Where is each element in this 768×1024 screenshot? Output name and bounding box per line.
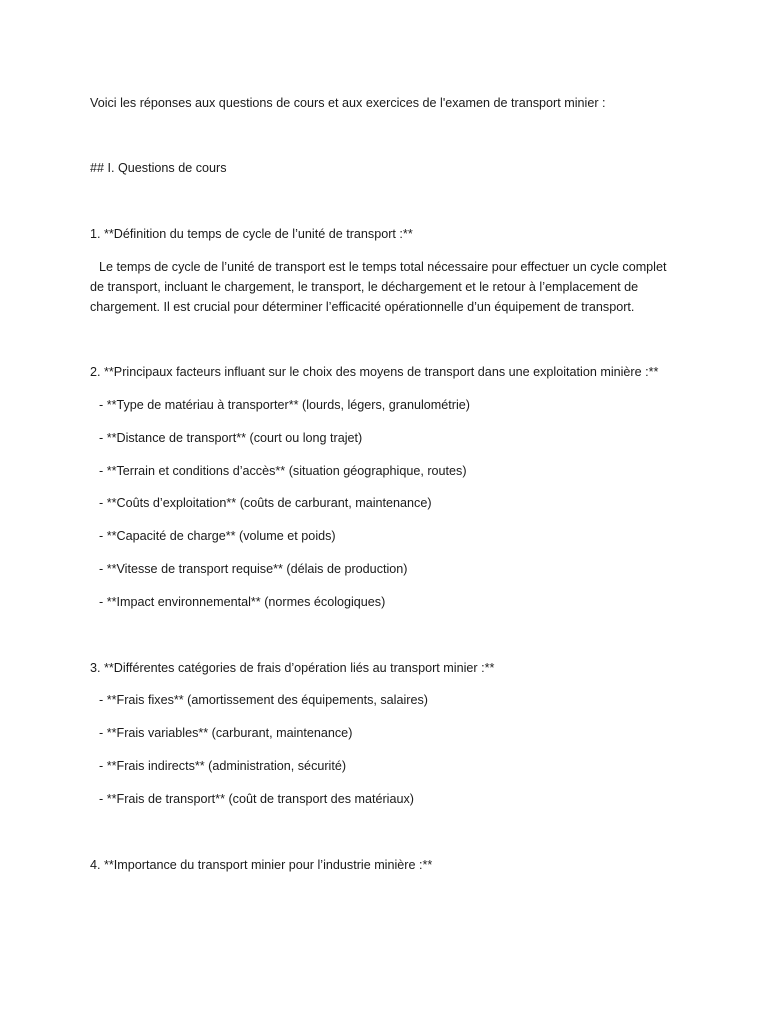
question-1-answer-line: Le temps de cycle de l’unité de transport est le temps total nécessaire pour effectuer un cycle complet: [99, 260, 667, 274]
list-item: - **Frais variables** (carburant, maintenance): [99, 726, 353, 740]
list-item: - **Coûts d’exploitation** (coûts de carburant, maintenance): [99, 496, 432, 510]
list-item: - **Terrain et conditions d’accès** (situation géographique, routes): [99, 464, 467, 478]
question-1-answer-line: chargement. Il est crucial pour déterminer l’efficacité opérationnelle d’un équipement de transport.: [90, 300, 635, 314]
question-3-title: 3. **Différentes catégories de frais d’opération liés au transport minier :**: [90, 661, 495, 675]
list-item: - **Frais fixes** (amortissement des équipements, salaires): [99, 693, 428, 707]
question-2-title: 2. **Principaux facteurs influant sur le choix des moyens de transport dans une exploitation minière :**: [90, 365, 659, 379]
list-item: - **Capacité de charge** (volume et poids): [99, 529, 336, 543]
list-item: - **Type de matériau à transporter** (lourds, légers, granulométrie): [99, 398, 470, 412]
question-1-title: 1. **Définition du temps de cycle de l’unité de transport :**: [90, 227, 413, 241]
list-item: - **Impact environnemental** (normes écologiques): [99, 595, 386, 609]
list-item: - **Frais indirects** (administration, sécurité): [99, 759, 347, 773]
list-item: - **Vitesse de transport requise** (délais de production): [99, 562, 408, 576]
list-item: - **Frais de transport** (coût de transport des matériaux): [99, 792, 414, 806]
question-4-title: 4. **Importance du transport minier pour l’industrie minière :**: [90, 858, 433, 872]
question-1-answer-line: de transport, incluant le chargement, le transport, le déchargement et le retour à l’emplacement de: [90, 280, 639, 294]
intro-text: Voici les réponses aux questions de cours et aux exercices de l'examen de transport minier :: [90, 96, 606, 110]
section-heading: ## I. Questions de cours: [90, 161, 227, 175]
list-item: - **Distance de transport** (court ou long trajet): [99, 431, 363, 445]
